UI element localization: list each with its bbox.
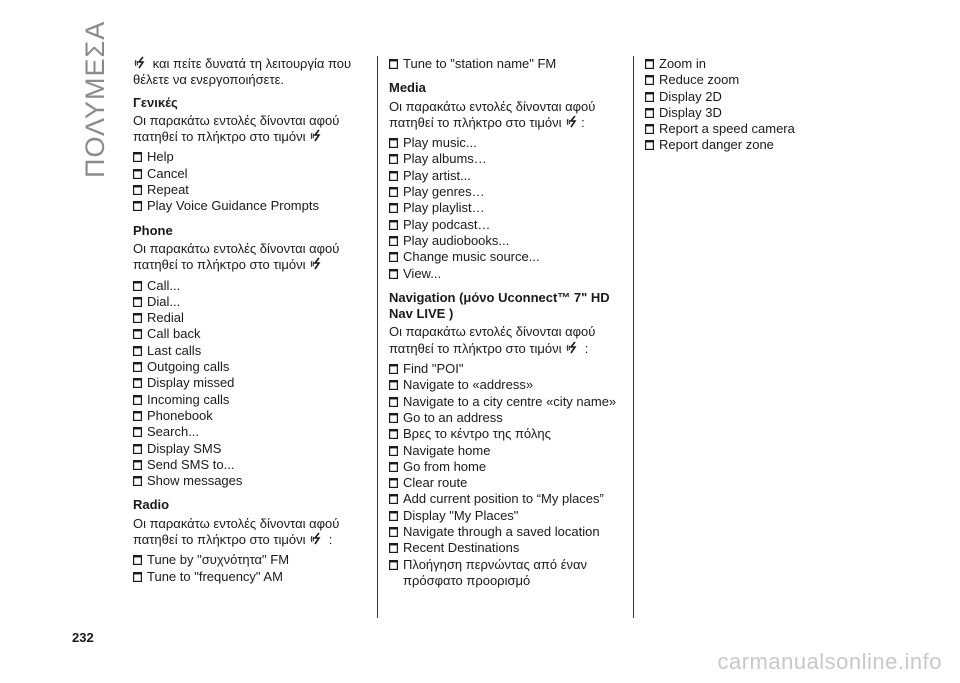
checkbox-icon	[389, 494, 398, 504]
command-item	[389, 557, 629, 590]
section-title	[72, 20, 122, 180]
command-item	[133, 166, 368, 182]
command-label: Tune by "συχνότητα" FM	[147, 552, 290, 568]
command-item	[389, 475, 629, 491]
command-item	[389, 426, 629, 442]
checkbox-icon	[133, 411, 142, 421]
command-item	[645, 89, 885, 105]
column-2	[389, 56, 629, 593]
checkbox-icon	[389, 511, 398, 521]
media-intro	[389, 99, 629, 132]
command-item	[389, 508, 629, 524]
command-label: Display 2D	[659, 88, 722, 104]
command-item	[133, 552, 368, 568]
checkbox-icon	[645, 75, 654, 85]
command-label: Tune to "frequency" AM	[147, 568, 283, 584]
checkbox-icon	[389, 171, 398, 181]
voice-command-icon	[310, 532, 324, 546]
command-item	[645, 105, 885, 121]
command-item	[133, 294, 368, 310]
command-item	[133, 473, 368, 489]
command-item	[389, 491, 629, 507]
voice-command-icon	[310, 129, 324, 143]
command-label: Go from home	[403, 458, 487, 474]
command-label: Βρες το κέντρο της πόλης	[403, 426, 551, 442]
command-label: Report danger zone	[659, 137, 774, 153]
checkbox-icon	[133, 346, 142, 356]
command-item	[133, 392, 368, 408]
voice-command-icon	[310, 257, 324, 271]
command-label: Display SMS	[147, 440, 222, 456]
command-item	[389, 394, 629, 410]
general-intro	[133, 113, 368, 146]
checkbox-icon	[133, 152, 142, 162]
radio-intro-text: Οι παρακάτω εντολές δίνονται αφού πατηθεί το πλήκτρο στο τιμόνι	[133, 515, 340, 548]
checkbox-icon	[133, 427, 142, 437]
checkbox-icon	[133, 476, 142, 486]
command-label: Play genres…	[403, 184, 485, 200]
command-item	[389, 377, 629, 393]
command-item	[133, 457, 368, 473]
command-label: Play audiobooks...	[403, 232, 510, 248]
command-item	[133, 198, 368, 214]
command-label: Reduce zoom	[659, 72, 740, 88]
checkbox-icon	[133, 444, 142, 454]
checkbox-icon	[389, 543, 398, 553]
checkbox-icon	[645, 140, 654, 150]
command-item	[133, 278, 368, 294]
command-item	[645, 56, 885, 72]
navigation-commands	[389, 361, 629, 589]
command-item	[133, 424, 368, 440]
checkbox-icon	[133, 572, 142, 582]
command-item	[133, 310, 368, 326]
column-divider	[633, 56, 634, 618]
general-commands	[133, 149, 368, 214]
command-label: Show messages	[147, 473, 243, 489]
checkbox-icon	[133, 460, 142, 470]
command-label: Outgoing calls	[147, 359, 230, 375]
command-label: Help	[147, 149, 174, 165]
media-intro-text: Οι παρακάτω εντολές δίνονται αφού πατηθεί το πλήκτρο στο τιμόνι	[389, 98, 596, 130]
command-label: Navigate through a saved location	[403, 524, 600, 540]
command-label: Call...	[147, 277, 181, 293]
command-label: Change music source...	[403, 249, 540, 265]
command-item	[133, 359, 368, 375]
command-label: Play Voice Guidance Prompts	[147, 198, 319, 214]
command-label: Zoom in	[659, 56, 706, 71]
command-label: Display 3D	[659, 104, 722, 120]
command-item	[389, 459, 629, 475]
checkbox-icon	[645, 92, 654, 102]
watermark: carmanualsonline.info	[717, 649, 942, 674]
command-item	[133, 569, 368, 585]
command-item	[389, 56, 629, 72]
command-item	[389, 266, 629, 282]
command-item	[133, 375, 368, 391]
checkbox-icon	[133, 313, 142, 323]
command-label: Play artist...	[403, 167, 471, 183]
checkbox-icon	[645, 124, 654, 134]
radio-commands	[133, 552, 368, 585]
checkbox-icon	[389, 429, 398, 439]
command-label: Incoming calls	[147, 391, 230, 407]
heading-navigation: Navigation (μόνο Uconnect™ 7" HD Nav LIVE )	[389, 289, 610, 322]
checkbox-icon	[389, 380, 398, 390]
command-item	[389, 540, 629, 556]
checkbox-icon	[133, 362, 142, 372]
navigation-commands-cont	[645, 56, 885, 154]
column-3	[645, 56, 885, 158]
voice-command-icon	[566, 341, 580, 355]
command-label: View...	[403, 265, 442, 281]
command-label: Last calls	[147, 342, 202, 358]
command-item	[389, 200, 629, 216]
radio-intro	[133, 516, 368, 549]
command-label: Navigate to «address»	[403, 377, 534, 393]
command-item	[389, 249, 629, 265]
command-item	[389, 233, 629, 249]
checkbox-icon	[389, 446, 398, 456]
checkbox-icon	[389, 413, 398, 423]
checkbox-icon	[389, 252, 398, 262]
command-item	[133, 182, 368, 198]
media-intro-suffix: :	[581, 114, 585, 130]
phone-commands	[133, 278, 368, 490]
checkbox-icon	[389, 187, 398, 197]
checkbox-icon	[389, 203, 398, 213]
command-label: Navigate home	[403, 442, 491, 458]
checkbox-icon	[389, 478, 398, 488]
checkbox-icon	[389, 59, 398, 69]
command-label: Navigate to a city centre «city name»	[403, 393, 617, 409]
command-label: Display missed	[147, 375, 235, 391]
command-label: Phonebook	[147, 407, 213, 423]
checkbox-icon	[133, 329, 142, 339]
checkbox-icon	[133, 395, 142, 405]
navigation-intro	[389, 324, 629, 357]
checkbox-icon	[389, 138, 398, 148]
command-label: Πλοήγηση περνώντας από έναν πρόσφατο προορισμό	[403, 556, 588, 588]
command-item	[645, 121, 885, 137]
heading-media: Media	[389, 80, 426, 96]
command-item	[133, 326, 368, 342]
command-item	[645, 72, 885, 88]
navigation-intro-text: Οι παρακάτω εντολές δίνονται αφού πατηθεί το πλήκτρο στο τιμόνι	[389, 324, 596, 356]
command-label: Cancel	[147, 165, 188, 181]
checkbox-icon	[389, 527, 398, 537]
voice-command-icon	[134, 56, 148, 70]
checkbox-icon	[133, 281, 142, 291]
command-item	[133, 441, 368, 457]
checkbox-icon	[133, 555, 142, 565]
command-item	[389, 443, 629, 459]
checkbox-icon	[133, 297, 142, 307]
command-label: Play albums…	[403, 151, 487, 167]
command-label: Find "POI"	[403, 361, 464, 377]
command-label: Redial	[147, 310, 184, 326]
checkbox-icon	[645, 59, 654, 69]
checkbox-icon	[389, 462, 398, 472]
heading-phone: Phone	[133, 222, 173, 238]
command-label: Go to an address	[403, 409, 503, 425]
command-label: Dial...	[147, 293, 181, 309]
checkbox-icon	[389, 220, 398, 230]
command-item	[389, 184, 629, 200]
media-commands	[389, 135, 629, 282]
checkbox-icon	[645, 108, 654, 118]
command-label: Display "My Places"	[403, 507, 519, 523]
command-item	[389, 410, 629, 426]
command-label: Add current position to “My places”	[403, 491, 604, 507]
checkbox-icon	[389, 236, 398, 246]
page-number: 232	[72, 630, 94, 645]
command-item	[389, 135, 629, 151]
command-item	[389, 361, 629, 377]
command-item	[645, 137, 885, 153]
command-label: Play music...	[403, 135, 477, 151]
section-title-text: ΠΟΛΥΜΕΣΑ	[80, 20, 110, 178]
command-label: Recent Destinations	[403, 540, 520, 556]
heading-general: Γενικές	[133, 94, 178, 110]
command-label: Clear route	[403, 475, 468, 491]
command-label: Search...	[147, 424, 200, 440]
command-label: Call back	[147, 326, 201, 342]
intro-paragraph	[133, 56, 368, 89]
command-label: Play podcast…	[403, 216, 491, 232]
command-item	[389, 168, 629, 184]
voice-command-icon	[566, 115, 580, 129]
navigation-intro-suffix: :	[581, 340, 589, 356]
column-divider	[377, 56, 378, 618]
command-label: Repeat	[147, 182, 189, 198]
command-label: Send SMS to...	[147, 456, 235, 472]
heading-radio: Radio	[133, 497, 170, 513]
checkbox-icon	[133, 378, 142, 388]
checkbox-icon	[133, 169, 142, 179]
command-item	[133, 343, 368, 359]
command-item	[133, 408, 368, 424]
radio-commands-cont	[389, 56, 629, 72]
general-intro-text: Οι παρακάτω εντολές δίνονται αφού πατηθεί το πλήκτρο στο τιμόνι	[133, 112, 340, 145]
column-1	[133, 56, 368, 589]
checkbox-icon	[389, 154, 398, 164]
checkbox-icon	[389, 397, 398, 407]
command-item	[389, 151, 629, 167]
checkbox-icon	[133, 185, 142, 195]
command-item	[389, 524, 629, 540]
command-label: Report a speed camera	[659, 121, 795, 137]
phone-intro	[133, 241, 368, 274]
intro-text: και πείτε δυνατά τη λειτουργία που θέλετε να ενεργοποιήσετε.	[133, 56, 352, 88]
command-label: Tune to "station name" FM	[403, 56, 557, 71]
checkbox-icon	[133, 201, 142, 211]
command-label: Play playlist…	[403, 200, 485, 216]
phone-intro-text: Οι παρακάτω εντολές δίνονται αφού πατηθεί το πλήκτρο στο τιμόνι	[133, 240, 340, 273]
radio-intro-suffix: :	[325, 532, 333, 548]
checkbox-icon	[389, 560, 398, 570]
command-item	[389, 217, 629, 233]
checkbox-icon	[389, 269, 398, 279]
command-item	[133, 149, 368, 165]
checkbox-icon	[389, 364, 398, 374]
